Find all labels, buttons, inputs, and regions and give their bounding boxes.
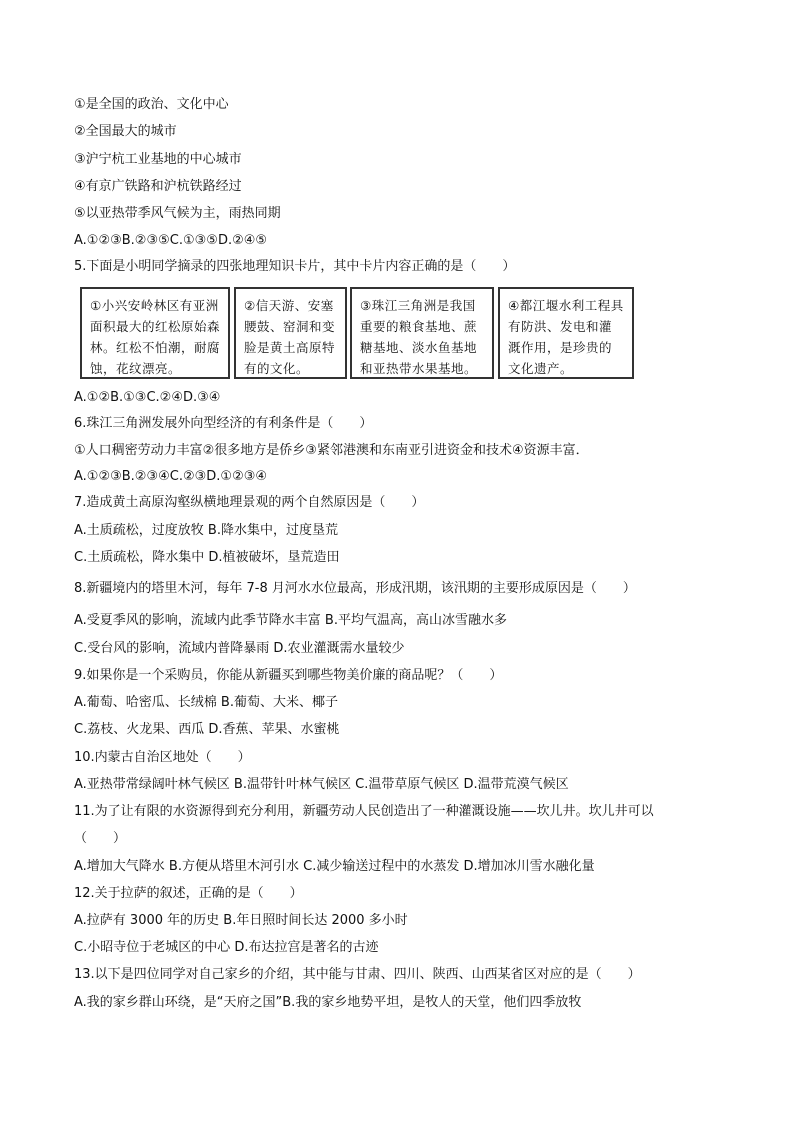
text-line: ①是全国的政治、文化中心 — [74, 97, 229, 112]
answer-options: A.受夏季风的影响，流域内此季节降水丰富 B.平均气温高，高山冰雪融水多 — [74, 613, 507, 628]
question-13: 13.以下是四位同学对自己家乡的介绍，其中能与甘肃、四川、陕西、山西某省区对应的是（ ） — [74, 967, 641, 982]
text-line: ⑤以亚热带季风气候为主，雨热同期 — [74, 206, 281, 221]
answer-options: C.荔枝、火龙果、西瓜 D.香蕉、苹果、水蜜桃 — [74, 722, 340, 737]
answer-options: A.①②B.①③C.②④D.③④ — [74, 390, 221, 405]
answer-options: A.我的家乡群山环绕，是“天府之国”B.我的家乡地势平坦，是牧人的天堂，他们四季放牧 — [74, 995, 582, 1010]
answer-options: C.小昭寺位于老城区的中心 D.布达拉宫是著名的古迹 — [74, 940, 379, 955]
text-line: ③沪宁杭工业基地的中心城市 — [74, 152, 242, 167]
knowledge-card: ④都江堰水利工程具有防洪、发电和灌溉作用，是珍贵的文化遗产。 — [498, 287, 634, 379]
knowledge-card: ③珠江三角洲是我国重要的粮食基地、蔗糖基地、淡水鱼基地和亚热带水果基地。 — [350, 287, 494, 379]
answer-options: A.①②③B.②③④C.②③D.①②③④ — [74, 469, 268, 484]
text-line: ②全国最大的城市 — [74, 124, 177, 139]
answer-options: C.受台风的影响，流域内普降暴雨 D.农业灌溉需水量较少 — [74, 641, 405, 656]
question-12: 12.关于拉萨的叙述，正确的是（ ） — [74, 886, 303, 901]
answer-options: A.葡萄、哈密瓜、长绒棉 B.葡萄、大米、椰子 — [74, 695, 338, 710]
question-6: 6.珠江三角洲发展外向型经济的有利条件是（ ） — [74, 416, 373, 431]
text-line: ①人口稠密劳动力丰富②很多地方是侨乡③紧邻港澳和东南亚引进资金和技术④资源丰富． — [74, 443, 589, 458]
answer-options: A.①②③B.②③⑤C.①③⑤D.②④⑤ — [74, 233, 268, 248]
question-11: 11.为了让有限的水资源得到充分利用，新疆劳动人民创造出了一种灌溉设施——坎儿井。坎儿井可以 — [74, 804, 654, 819]
answer-options: A.增加大气降水 B.方便从塔里木河引水 C.减少输送过程中的水蒸发 D.增加冰川雪水融化量 — [74, 859, 595, 874]
knowledge-card: ①小兴安岭林区有亚洲面积最大的红松原始森林。红松不怕潮，耐腐蚀，花纹漂亮。 — [80, 287, 230, 379]
answer-options: A.亚热带常绿阔叶林气候区 B.温带针叶林气候区 C.温带草原气候区 D.温带荒漠气候区 — [74, 777, 569, 792]
text-line: ④有京广铁路和沪杭铁路经过 — [74, 179, 242, 194]
answer-options: C.土质疏松，降水集中 D.植被破坏，垦荒造田 — [74, 550, 340, 565]
answer-options: A.拉萨有 3000 年的历史 B.年日照时间长达 2000 多小时 — [74, 913, 408, 928]
question-9: 9.如果你是一个采购员，你能从新疆买到哪些物美价廉的商品呢？（ ） — [74, 668, 503, 683]
text-line: （ ） — [74, 831, 127, 846]
question-10: 10.内蒙古自治区地处（ ） — [74, 750, 251, 765]
knowledge-cards — [80, 287, 636, 383]
question-8: 8.新疆境内的塔里木河，每年 7-8 月河水水位最高，形成汛期，该汛期的主要形成原因是（ ） — [74, 581, 636, 596]
question-5: 5.下面是小明同学摘录的四张地理知识卡片，其中卡片内容正确的是（ ） — [74, 259, 516, 274]
answer-options: A.土质疏松，过度放牧 B.降水集中，过度垦荒 — [74, 523, 338, 538]
knowledge-card: ②信天游、安塞腰鼓、窑洞和变脸是黄土高原特有的文化。 — [234, 287, 347, 379]
question-7: 7.造成黄土高原沟壑纵横地理景观的两个自然原因是（ ） — [74, 495, 425, 510]
